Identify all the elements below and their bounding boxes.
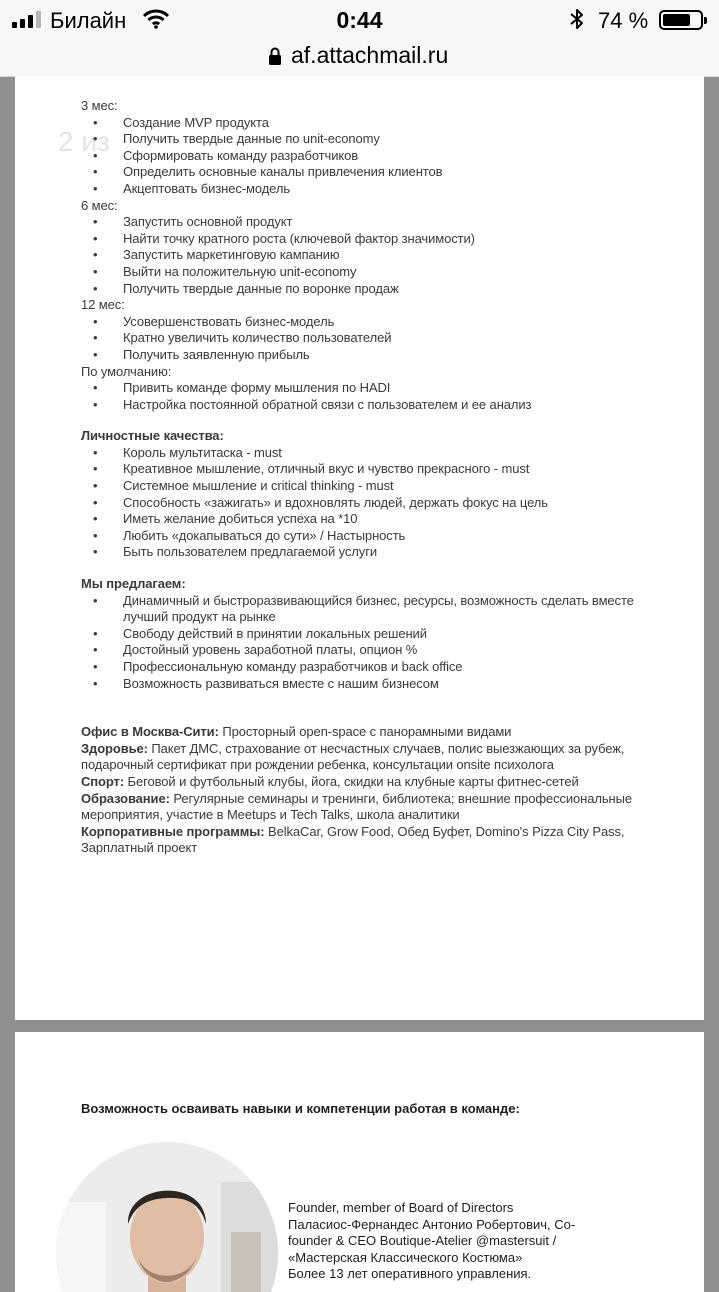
document-content bbox=[81, 98, 641, 857]
founder-bio bbox=[288, 1200, 618, 1283]
founder-photo bbox=[56, 1142, 278, 1292]
goals-section bbox=[81, 98, 641, 413]
goal-item: • Найти точку кратного роста (ключевой фактор значимости) bbox=[81, 231, 641, 248]
perk-label: Офис в Москва-Сити: bbox=[81, 724, 219, 740]
perk-label: Спорт: bbox=[81, 773, 125, 789]
perk-line bbox=[81, 724, 641, 741]
bio-line: Более 13 лет оперативного управления. bbox=[288, 1266, 532, 1281]
goal-item: • Усовершенствовать бизнес-модель bbox=[81, 314, 641, 331]
qualities-heading: Личностные качества: bbox=[81, 428, 224, 444]
goal-list bbox=[81, 380, 641, 413]
quality-item: • Король мультитаска - must bbox=[81, 445, 641, 462]
perk-line bbox=[81, 791, 641, 824]
perk-line bbox=[81, 741, 641, 774]
goal-item: • Выйти на положительную unit-economy bbox=[81, 264, 641, 281]
perk-line bbox=[81, 774, 641, 791]
battery-fill bbox=[663, 14, 690, 26]
goal-item: • Настройка постоянной обратной связи с пользователем и ее анализ bbox=[81, 397, 641, 414]
clock: 0:44 bbox=[336, 7, 383, 33]
quality-item: • Способность «зажигать» и вдохновлять людей, держать фокус на цель bbox=[81, 495, 641, 512]
bio-line: Founder, member of Board of Directors bbox=[288, 1200, 514, 1215]
bluetooth-icon bbox=[569, 8, 585, 35]
goal-item: • Получить твердые данные по unit-economy bbox=[81, 131, 641, 148]
quality-item: • Быть пользователем предлагаемой услуги bbox=[81, 544, 641, 561]
perk-label: Образование: bbox=[81, 790, 170, 806]
goal-item: • Акцептовать бизнес-модель bbox=[81, 181, 641, 198]
goal-item: • Создание MVP продукта bbox=[81, 115, 641, 132]
carrier-name: Билайн bbox=[50, 8, 127, 33]
quality-item: • Креативное мышление, отличный вкус и чувство прекрасного - must bbox=[81, 461, 641, 478]
offer-heading: Мы предлагаем: bbox=[81, 576, 186, 592]
qualities-list bbox=[81, 445, 641, 561]
offer-item: • Возможность развиваться вместе с нашим бизнесом bbox=[81, 676, 641, 693]
offer-item: • Свободу действий в принятии локальных решений bbox=[81, 626, 641, 643]
goal-period-label: 3 мес: bbox=[81, 98, 118, 113]
goal-item: • Запустить основной продукт bbox=[81, 214, 641, 231]
wifi-icon bbox=[143, 9, 169, 34]
team-intro: Возможность осваивать навыки и компетенции работая в команде: bbox=[81, 1101, 520, 1116]
goal-item: • Получить заявленную прибыль bbox=[81, 347, 641, 364]
perk-line bbox=[81, 824, 641, 857]
document-page-2 bbox=[15, 1032, 704, 1292]
quality-item: • Системное мышление и critical thinking - must bbox=[81, 478, 641, 495]
goal-list bbox=[81, 214, 641, 297]
goal-period-label: 12 мес: bbox=[81, 297, 125, 313]
quality-item: • Иметь желание добиться успеха на *10 bbox=[81, 511, 641, 528]
offer-list bbox=[81, 593, 641, 693]
perk-text: Регулярные семинары и тренинги, библиотека; внешние профессиональные мероприятия, участие в Meetups и Tech Talks, школа аналитики bbox=[81, 790, 632, 823]
offer-item: • Профессиональную команду разработчиков и back office bbox=[81, 659, 641, 676]
goal-item: • Сформировать команду разработчиков bbox=[81, 148, 641, 165]
battery-icon bbox=[659, 10, 703, 30]
goal-list bbox=[81, 115, 641, 198]
perk-text: Пакет ДМС, страхование от несчастных случаев, полис выезжающих за рубеж, подарочный сертификат при рождении ребенка, консультации onsite психолога bbox=[81, 740, 625, 773]
goal-item: • Получить твердые данные по воронке продаж bbox=[81, 281, 641, 298]
perks-section bbox=[81, 724, 641, 857]
cellular-signal-icon bbox=[12, 11, 41, 28]
goal-list bbox=[81, 314, 641, 364]
document-page bbox=[15, 76, 704, 1020]
address-bar[interactable] bbox=[0, 40, 719, 77]
goal-period-label: По умолчанию: bbox=[81, 363, 172, 379]
perk-text: Беговой и футбольный клубы, йога, скидки на клубные карты фитнес-сетей bbox=[124, 773, 579, 789]
lock-icon bbox=[268, 46, 282, 71]
perk-text: BelkaCar, Grow Food, Обед Буфет, Domino's Pizza City Pass, Зарплатный проект bbox=[81, 823, 625, 856]
bio-line: Паласиос-Фернандес Антонио Робертович, Co-founder & CEO Boutique-Atelier @mastersuit / «Мастерская Классического Костюма» bbox=[288, 1216, 576, 1265]
offer-item: • Достойный уровень заработной платы, опцион % bbox=[81, 642, 641, 659]
perk-label: Корпоративные программы: bbox=[81, 823, 265, 839]
quality-item: • Любить «докапываться до сути» / Настырность bbox=[81, 528, 641, 545]
perk-text: Просторный open-space с панорамными видами bbox=[218, 724, 512, 740]
goal-item: • Запустить маркетинговую кампанию bbox=[81, 247, 641, 264]
goal-period-label: 6 мес: bbox=[81, 197, 118, 213]
goal-item: • Кратно увеличить количество пользователей bbox=[81, 330, 641, 347]
page-counter-overlay: 2 из bbox=[58, 126, 110, 157]
status-bar bbox=[0, 0, 719, 40]
offer-item: • Динамичный и быстроразвивающийся бизнес, ресурсы, возможность сделать вместе лучший продукт на рынке bbox=[81, 593, 641, 626]
goal-item: • Определить основные каналы привлечения клиентов bbox=[81, 164, 641, 181]
battery-percent: 74 % bbox=[598, 8, 649, 33]
goal-item: • Привить команде форму мышления по HADI bbox=[81, 380, 641, 397]
url-text[interactable]: af.attachmail.ru bbox=[291, 42, 449, 68]
perk-label: Здоровье: bbox=[81, 740, 148, 756]
